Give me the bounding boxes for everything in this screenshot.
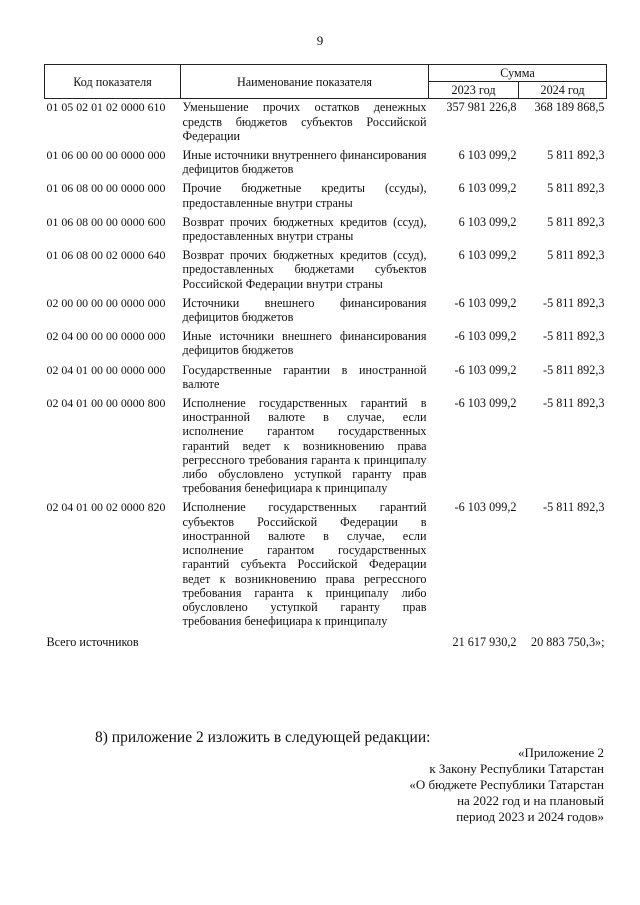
table-row (45, 247, 607, 295)
row-value-2023: -6 103 099,2 (454, 329, 517, 344)
row-name: Государственные гарантии в иностранной валюте (182, 362, 427, 391)
row-value-2023: -6 103 099,2 (454, 295, 517, 310)
total-row (45, 632, 607, 653)
row-code: 01 05 02 01 02 0000 610 (46, 100, 166, 115)
header-name: Наименование показателя (181, 65, 429, 99)
appendix-line: к Закону Республики Татарстан (429, 761, 604, 776)
total-value-2023: 21 617 930,2 (452, 635, 517, 650)
row-name: Прочие бюджетные кредиты (ссуды), предоставленные внутри страны (182, 181, 427, 210)
header-year-2023: 2023 год (429, 82, 519, 99)
row-value-2023: 6 103 099,2 (458, 148, 517, 163)
appendix-line: «Приложение 2 (517, 745, 604, 760)
row-name: Исполнение государственных гарантий в иностранной валюте в случае, если исполнение гарантом государственных гарантий ведет к возникновению права регрессного требования гаранта к принципалу либо обусловлено уступкой гаранту прав требования бенефициара к принципалу (182, 396, 427, 496)
row-value-2023: -6 103 099,2 (454, 362, 517, 377)
sources-table (44, 64, 607, 654)
table-row (45, 395, 607, 499)
appendix-header (409, 745, 604, 825)
table-row (45, 295, 607, 328)
row-value-2023: -6 103 099,2 (454, 500, 517, 515)
row-name: Возврат прочих бюджетных кредитов (ссуд), предоставленных бюджетами субъектов Российской Федерации внутри страны (182, 248, 427, 291)
row-value-2023: -6 103 099,2 (454, 396, 517, 411)
row-value-2023: 6 103 099,2 (458, 181, 517, 196)
row-value-2024: 368 189 868,5 (534, 100, 605, 115)
appendix-line: период 2023 и 2024 годов» (456, 809, 604, 824)
row-code: 01 06 08 00 02 0000 640 (46, 248, 166, 263)
appendix-line: «О бюджете Республики Татарстан (409, 777, 604, 792)
table-row (45, 147, 607, 180)
row-value-2023: 6 103 099,2 (458, 248, 517, 263)
row-value-2024: -5 811 892,3 (543, 295, 605, 310)
table-row (45, 99, 607, 147)
page-number: 9 (316, 33, 324, 48)
table-body (45, 99, 607, 654)
row-value-2024: -5 811 892,3 (543, 396, 605, 411)
row-value-2024: 5 811 892,3 (547, 214, 605, 229)
table-row (45, 214, 607, 247)
row-code: 02 04 01 00 02 0000 820 (46, 500, 166, 515)
row-value-2023: 357 981 226,8 (446, 100, 517, 115)
amendment-text: 8) приложение 2 изложить в следующей редакции: (95, 729, 431, 746)
table-row (45, 328, 607, 361)
row-code: 01 06 00 00 00 0000 000 (46, 148, 166, 163)
row-code: 02 04 01 00 00 0000 000 (46, 362, 166, 377)
row-value-2024: -5 811 892,3 (543, 362, 605, 377)
header-year-2024: 2024 год (519, 82, 607, 99)
row-value-2024: -5 811 892,3 (543, 500, 605, 515)
table-header (45, 65, 607, 99)
row-name: Уменьшение прочих остатков денежных средств бюджетов субъектов Российской Федерации (182, 100, 427, 143)
row-name: Иные источники внутреннего финансирования дефицитов бюджетов (182, 148, 427, 177)
table-row (45, 499, 607, 632)
header-code: Код показателя (45, 65, 181, 99)
row-value-2024: 5 811 892,3 (547, 181, 605, 196)
row-name: Исполнение государственных гарантий субъектов Российской Федерации в иностранной валюте в случае, если исполнение гарантом государственных гарантий субъекта Российской Федерации ведет к возникновению права регрессного требования гаранта к принципалу либо обусловлено уступкой гаранту прав требования бенефициара к принципалу (182, 500, 427, 629)
row-value-2024: 5 811 892,3 (547, 248, 605, 263)
row-value-2024: -5 811 892,3 (543, 329, 605, 344)
total-label: Всего источников (46, 635, 139, 650)
header-sum: Сумма (429, 65, 607, 82)
table-row (45, 180, 607, 213)
table-row (45, 362, 607, 395)
total-value-2024: 20 883 750,3»; (531, 635, 605, 650)
appendix-line: на 2022 год и на плановый (457, 793, 604, 808)
row-name: Иные источники внешнего финансирования дефицитов бюджетов (182, 329, 427, 358)
row-value-2023: 6 103 099,2 (458, 214, 517, 229)
row-code: 01 06 08 00 00 0000 000 (46, 181, 166, 196)
row-name: Возврат прочих бюджетных кредитов (ссуд), предоставленных внутри страны (182, 214, 427, 244)
row-name: Источники внешнего финансирования дефицитов бюджетов (182, 295, 427, 325)
row-code: 01 06 08 00 00 0000 600 (46, 214, 166, 229)
row-code: 02 04 01 00 00 0000 800 (46, 396, 166, 411)
row-code: 02 04 00 00 00 0000 000 (46, 329, 166, 344)
row-value-2024: 5 811 892,3 (547, 148, 605, 163)
row-code: 02 00 00 00 00 0000 000 (46, 295, 166, 310)
